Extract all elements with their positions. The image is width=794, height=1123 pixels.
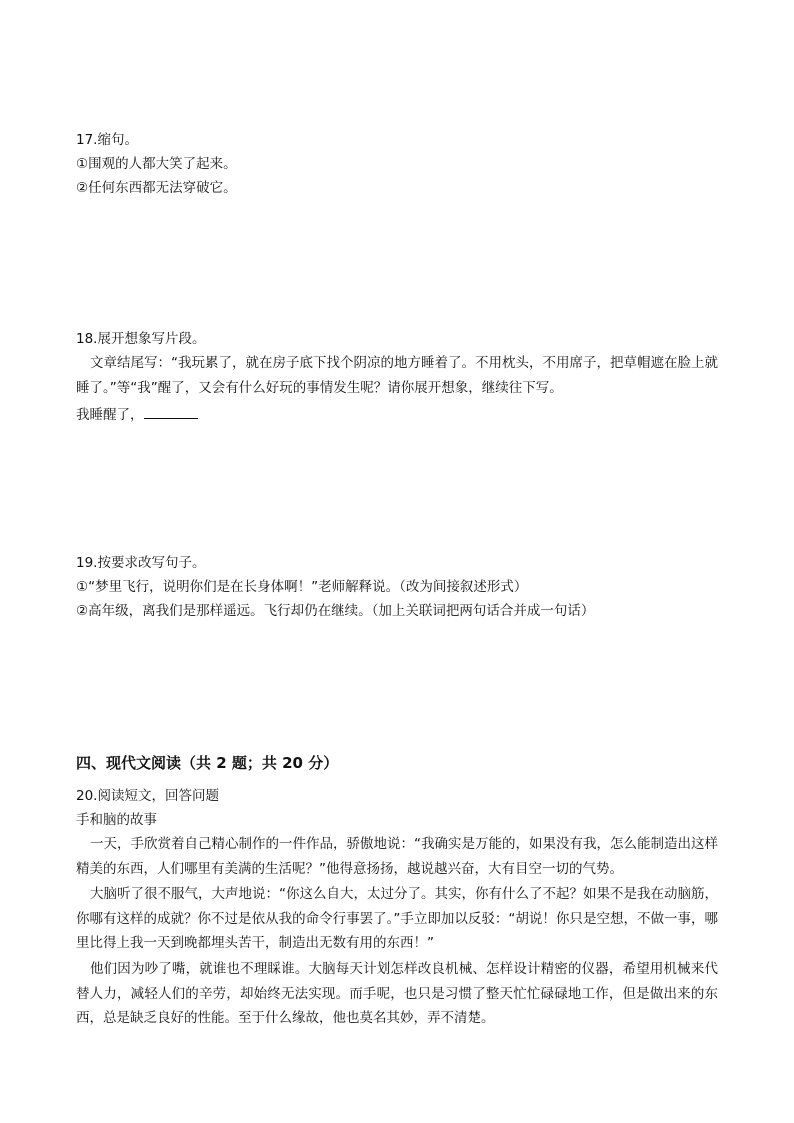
story-paragraph-2: 大脑听了很不服气，大声地说：“你这么自大，太过分了。其实，你有什么了不起？如果不是我在动脑筋，你哪有这样的成就？你不过是依从我的命令行事罢了。”手立即加以反驳：“胡说！你只是空想，不做一事，哪里比得上我一天到晚都埋头苦干，制造出无数有用的东西！” xyxy=(76,886,718,951)
q18-answer-line xyxy=(76,404,198,425)
section-heading: 四、现代文阅读（共 2 题；共 20 分） xyxy=(76,754,339,772)
story-paragraph-3: 他们因为吵了嘴，就谁也不理睬谁。大脑每天计划怎样改良机械、怎样设计精密的仪器，希望用机械来代替人力，减轻人们的辛劳，却始终无法实现。而手呢，也只是习惯了整天忙忙碌碌地工作，但是做出来的东西，总是缺乏良好的性能。至于什么缘故，他也莫名其妙，弄不清楚。 xyxy=(76,961,718,1026)
q17-item-1: ①围观的人都大笑了起来。 xyxy=(76,156,237,172)
q18-prompt: 文章结尾写：“我玩累了，就在房子底下找个阴凉的地方睡着了。不用枕头，不用席子，把草帽遮在脸上就睡了。”等“我”醒了，又会有什么好玩的事情发生呢？请你展开想象，继续往下写。 xyxy=(76,355,718,396)
story-title: 手和脑的故事 xyxy=(76,812,157,828)
q18-title: 18.展开想象写片段。 xyxy=(76,331,206,347)
q19-item-1: ①“梦里飞行，说明你们是在长身体啊！”老师解释说。（改为间接叙述形式） xyxy=(76,579,528,595)
q17-item-2: ②任何东西都无法穿破它。 xyxy=(76,180,237,196)
story-paragraph-1: 一天，手欣赏着自己精心制作的一件作品，骄傲地说：“我确实是万能的，如果没有我，怎么能制造出这样精美的东西，人们哪里有美满的生活呢？”他得意扬扬，越说越兴奋，大有目空一切的气势。 xyxy=(76,836,718,877)
q19-item-2: ②高年级，离我们是那样遥远。飞行却仍在继续。（加上关联词把两句话合并成一句话） xyxy=(76,603,595,619)
q19-title: 19.按要求改写句子。 xyxy=(76,555,206,571)
q17-title: 17.缩句。 xyxy=(76,132,138,148)
q20-title: 20.阅读短文，回答问题 xyxy=(76,788,219,804)
q18-answer-start: 我睡醒了， xyxy=(76,407,144,423)
answer-blank[interactable] xyxy=(144,404,198,419)
